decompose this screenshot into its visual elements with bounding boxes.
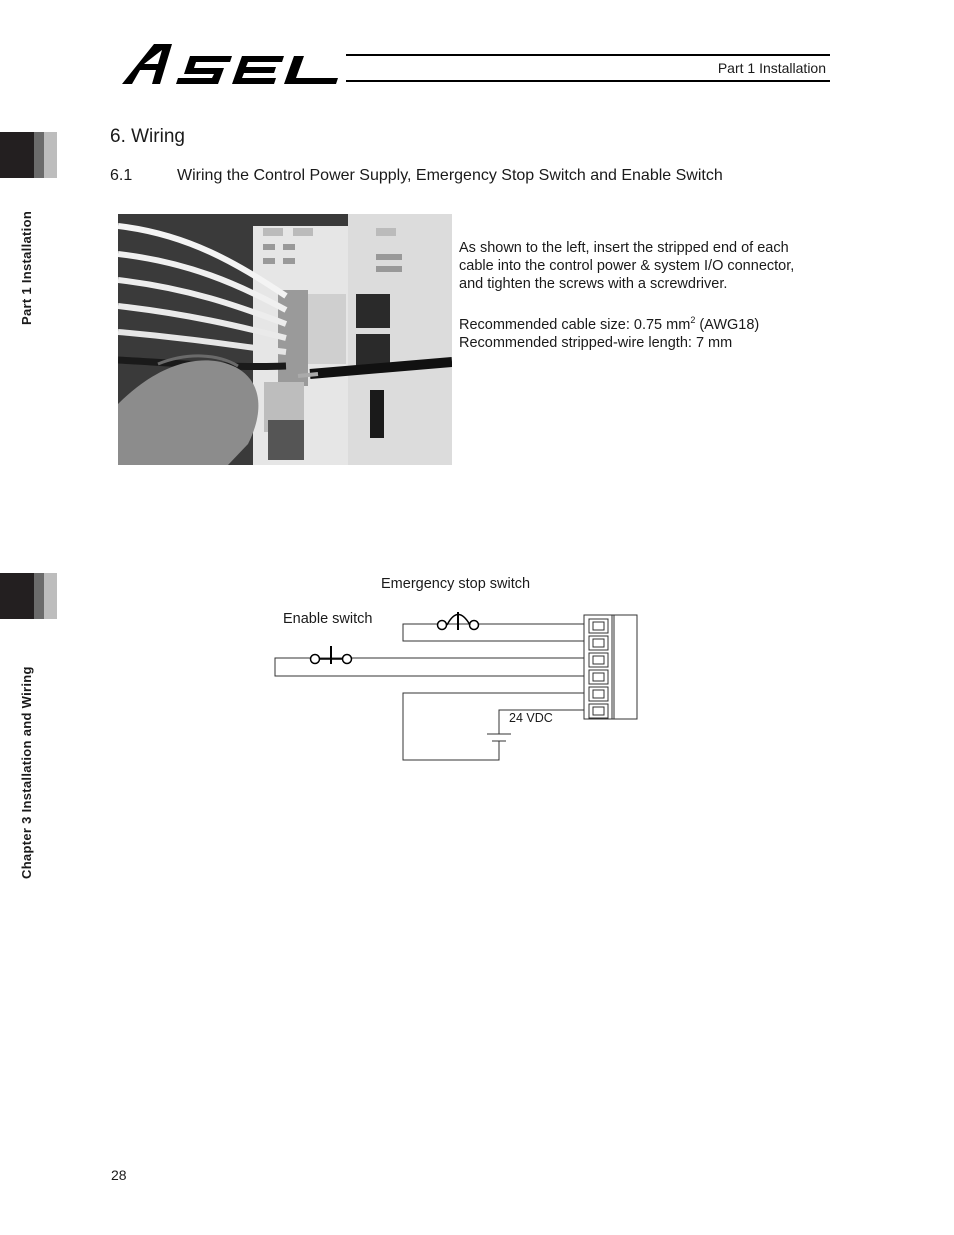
side-tab-part — [0, 132, 57, 178]
subsection-title: Wiring the Control Power Supply, Emergency Stop Switch and Enable Switch — [177, 167, 723, 184]
connector-wiring-photo — [118, 214, 452, 465]
supply-voltage-label: 24 VDC — [509, 711, 553, 725]
cable-awg: (AWG18) — [695, 316, 760, 333]
estop-wires — [403, 624, 584, 641]
emergency-stop-label: Emergency stop switch — [381, 576, 531, 592]
subsection-number: 6.1 — [110, 167, 133, 184]
section-title: 6. Wiring — [110, 126, 185, 147]
terminal-slots — [589, 619, 608, 718]
cable-size-label: Recommended cable size: 0.75 mm — [459, 316, 691, 333]
enable-switch-icon — [311, 646, 352, 664]
header-section-label: Part 1 Installation — [717, 60, 826, 76]
stripped-length-spec: Recommended stripped-wire length: 7 mm — [459, 334, 733, 351]
page-number: 28 — [111, 1167, 127, 1183]
instruction-line: and tighten the screws with a screwdriver. — [459, 276, 728, 292]
side-label-part: Part 1 Installation — [19, 210, 34, 325]
wiring-instructions — [459, 239, 839, 352]
enable-switch-label: Enable switch — [283, 611, 373, 627]
instruction-line: cable into the control power & system I/O connector, — [459, 258, 795, 274]
supply-wire-return — [403, 693, 584, 760]
cable-size-spec — [459, 311, 839, 334]
header-rule-top — [346, 54, 830, 56]
cable-size-superscript: 2 — [690, 315, 696, 325]
enable-wires — [275, 658, 584, 676]
emergency-stop-switch-icon — [438, 612, 479, 630]
header-rule-bottom — [346, 80, 830, 82]
side-label-chapter: Chapter 3 Installation and Wiring — [19, 666, 34, 879]
side-tab-chapter — [0, 573, 57, 619]
wiring-diagram — [260, 570, 660, 770]
instruction-line: As shown to the left, insert the stripped end of each — [459, 240, 789, 256]
asel-logo — [120, 38, 345, 90]
